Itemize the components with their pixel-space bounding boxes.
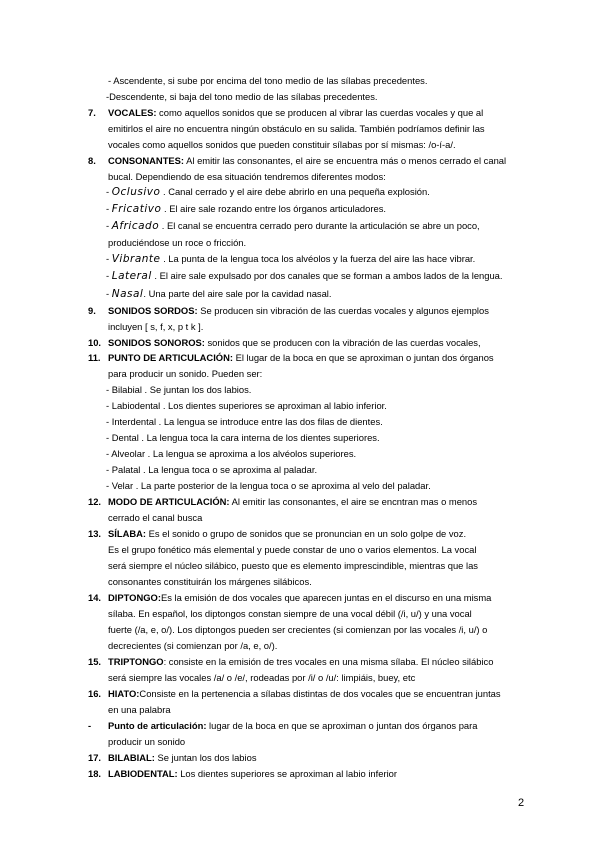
- text-line: [108, 337, 481, 349]
- term-oclusivo: Oclusivo: [111, 186, 161, 198]
- text-line: [108, 752, 257, 764]
- item-number: 12.: [88, 496, 102, 507]
- definition-text: lugar de la boca en que se aproximan o juntan dos órganos para: [206, 720, 478, 731]
- item-number: 9.: [88, 305, 96, 316]
- item-number: 8.: [88, 155, 96, 166]
- text-line: bucal. Dependiendo de esa situación tendremos diferentes modos:: [108, 171, 386, 182]
- term-consonantes: CONSONANTES:: [108, 155, 185, 166]
- term-africado: Africado: [111, 220, 160, 232]
- text-line: emitirlos el aire no encuentra ningún obstáculo en su salida. También podríamos definir las: [108, 123, 485, 134]
- dash: -: [106, 220, 112, 231]
- text-line: incluyen [ s, f, x, p t k ].: [108, 321, 204, 332]
- text-line: [108, 155, 506, 167]
- text-line: - Labiodental . Los dientes superiores se aproximan al labio inferior.: [106, 400, 387, 411]
- definition-text: Consiste en la pertenencia a sílabas distintas de dos vocales que se encuentran juntas: [139, 688, 501, 699]
- definition-text: . El aire sale rozando entre los órganos articuladores.: [161, 203, 386, 214]
- term-lateral: Lateral: [111, 270, 152, 282]
- text-line: Es el grupo fonético más elemental y puede constar de uno o varios elementos. La vocal: [108, 544, 477, 555]
- text-line: [106, 186, 430, 198]
- text-line: producir un sonido: [108, 736, 186, 747]
- term-diptongo: DIPTONGO:: [108, 592, 161, 603]
- item-number: 18.: [88, 768, 102, 779]
- definition-text: . El aire sale expulsado por dos canales que se forman a ambos lados de la lengua.: [151, 270, 503, 281]
- text-line: [108, 496, 477, 508]
- text-line: - Alveolar . La lengua se aproxima a los alvéolos superiores.: [106, 448, 357, 459]
- term-silaba: SÍLABA:: [108, 528, 147, 539]
- item-number: 17.: [88, 752, 102, 763]
- text-line: - Velar . La parte posterior de la lengua toca o se aproxima al velo del paladar.: [106, 480, 431, 491]
- item-number: 10.: [88, 337, 102, 348]
- dash: -: [106, 270, 112, 281]
- definition-text: como aquellos sonidos que se producen al vibrar las cuerdas vocales y que al: [156, 107, 484, 118]
- term-modo-de-articulacion: MODO DE ARTICULACIÓN:: [108, 496, 230, 507]
- text-line: [108, 688, 501, 700]
- term-sonidos-sonoros: SONIDOS SONOROS:: [108, 337, 205, 348]
- item-number: 13.: [88, 528, 102, 539]
- text-line: [108, 768, 397, 780]
- text-line: - Interdental . La lengua se introduce entre las dos filas de dientes.: [106, 416, 383, 427]
- text-line: [108, 107, 483, 119]
- text-line: decrecientes (si comienzan por /a, e, o/).: [108, 640, 278, 651]
- dash: -: [106, 203, 112, 214]
- text-line: produciéndose un roce o fricción.: [108, 237, 247, 248]
- text-line: fuerte (/a, e, o/). Los diptongos pueden ser crecientes (si comienzan por las vocales /i, u/) o: [108, 624, 488, 635]
- text-line: [108, 592, 491, 604]
- text-line: cerrado el canal busca: [108, 512, 203, 523]
- text-line: será siempre las vocales /a/ o /e/, rodeadas por /i/ o /u/: limpiáis, buey, etc: [108, 672, 416, 683]
- item-number: 11.: [88, 352, 101, 363]
- text-line: [106, 220, 480, 232]
- term-vibrante: Vibrante: [111, 253, 161, 265]
- term-fricativo: Fricativo: [111, 203, 162, 215]
- text-line: [106, 253, 475, 265]
- text-line: - Bilabial . Se juntan los dos labios.: [106, 384, 252, 395]
- definition-text: . Una parte del aire sale por la cavidad nasal.: [143, 288, 332, 299]
- text-line: [108, 305, 489, 317]
- page-number: 2: [518, 797, 525, 809]
- term-bilabial: BILABIAL:: [108, 752, 155, 763]
- item-number: 14.: [88, 592, 102, 603]
- definition-text: Al emitir las consonantes, el aire se encuentra más o menos cerrado el canal: [184, 155, 507, 166]
- text-line: en una palabra: [108, 704, 171, 715]
- definition-text: Al emitir las consonantes, el aire se encntran mas o menos: [229, 496, 478, 507]
- text-line: para producir un sonido. Pueden ser:: [108, 368, 263, 379]
- item-bullet: -: [88, 720, 92, 731]
- text-line: - Dental . La lengua toca la cara interna de los dientes superiores.: [106, 432, 380, 443]
- term-hiato: HIATO:: [108, 688, 140, 699]
- definition-text: . El canal se encuentra cerrado pero durante la articulación se abre un poco,: [159, 220, 480, 231]
- text-line: [108, 352, 494, 364]
- term-vocales: VOCALES:: [108, 107, 157, 118]
- definition-text: El lugar de la boca en que se aproximan o juntan dos órganos: [233, 352, 494, 363]
- item-number: 15.: [88, 656, 102, 667]
- definition-text: . Canal cerrado y el aire debe abrirlo en una pequeña explosión.: [160, 186, 430, 197]
- item-number: 16.: [88, 688, 102, 699]
- term-punto-de-articulacion-2: Punto de articulación:: [108, 720, 207, 731]
- text-line: será siempre el núcleo silábico, puesto que es elemento imprescindible, mientras que las: [108, 560, 478, 571]
- text-line: [106, 288, 332, 300]
- text-line: [108, 720, 477, 732]
- text-line: -Descendente, si baja del tono medio de las sílabas precedentes.: [106, 91, 378, 102]
- term-nasal: Nasal: [111, 288, 144, 300]
- text-line: - Palatal . La lengua toca o se aproxima al paladar.: [106, 464, 318, 475]
- definition-text: Se juntan los dos labios: [154, 752, 257, 763]
- definition-text: Los dientes superiores se aproximan al labio inferior: [177, 768, 397, 779]
- definition-text: Es la emisión de dos vocales que aparecen juntas en el discurso en una misma: [160, 592, 492, 603]
- text-line: vocales como aquellos sonidos que pueden constituir sílabas por sí mismas: /o-í-a/.: [108, 139, 456, 150]
- definition-text: Es el sonido o grupo de sonidos que se pronuncian en un solo golpe de voz.: [146, 528, 467, 539]
- term-sonidos-sordos: SONIDOS SORDOS:: [108, 305, 198, 316]
- term-labiodental: LABIODENTAL:: [108, 768, 178, 779]
- text-line: [108, 528, 466, 540]
- term-punto-de-articulacion: PUNTO DE ARTICULACIÓN:: [108, 352, 233, 363]
- definition-text: : consiste en la emisión de tres vocales en una misma sílaba. El núcleo silábico: [163, 656, 494, 667]
- text-line: [106, 270, 503, 282]
- term-triptongo: TRIPTONGO: [108, 656, 164, 667]
- text-line: [106, 203, 386, 215]
- definition-text: sonidos que se producen con la vibración de las cuerdas vocales,: [204, 337, 481, 348]
- dash: -: [106, 253, 112, 264]
- dash: -: [106, 186, 112, 197]
- definition-text: . La punta de la lengua toca los alvéolos y la fuerza del aire las hace vibrar.: [160, 253, 476, 264]
- item-number: 7.: [88, 107, 96, 118]
- text-line: [108, 656, 493, 668]
- text-line: sílaba. En español, los diptongos constan siempre de una vocal débil (/i, u/) y una vocal: [108, 608, 472, 619]
- text-line: - Ascendente, si sube por encima del tono medio de las sílabas precedentes.: [108, 75, 428, 86]
- dash: -: [106, 288, 112, 299]
- text-line: consonantes constituirán los márgenes silábicos.: [108, 576, 312, 587]
- definition-text: Se producen sin vibración de las cuerdas vocales y algunos ejemplos: [197, 305, 489, 316]
